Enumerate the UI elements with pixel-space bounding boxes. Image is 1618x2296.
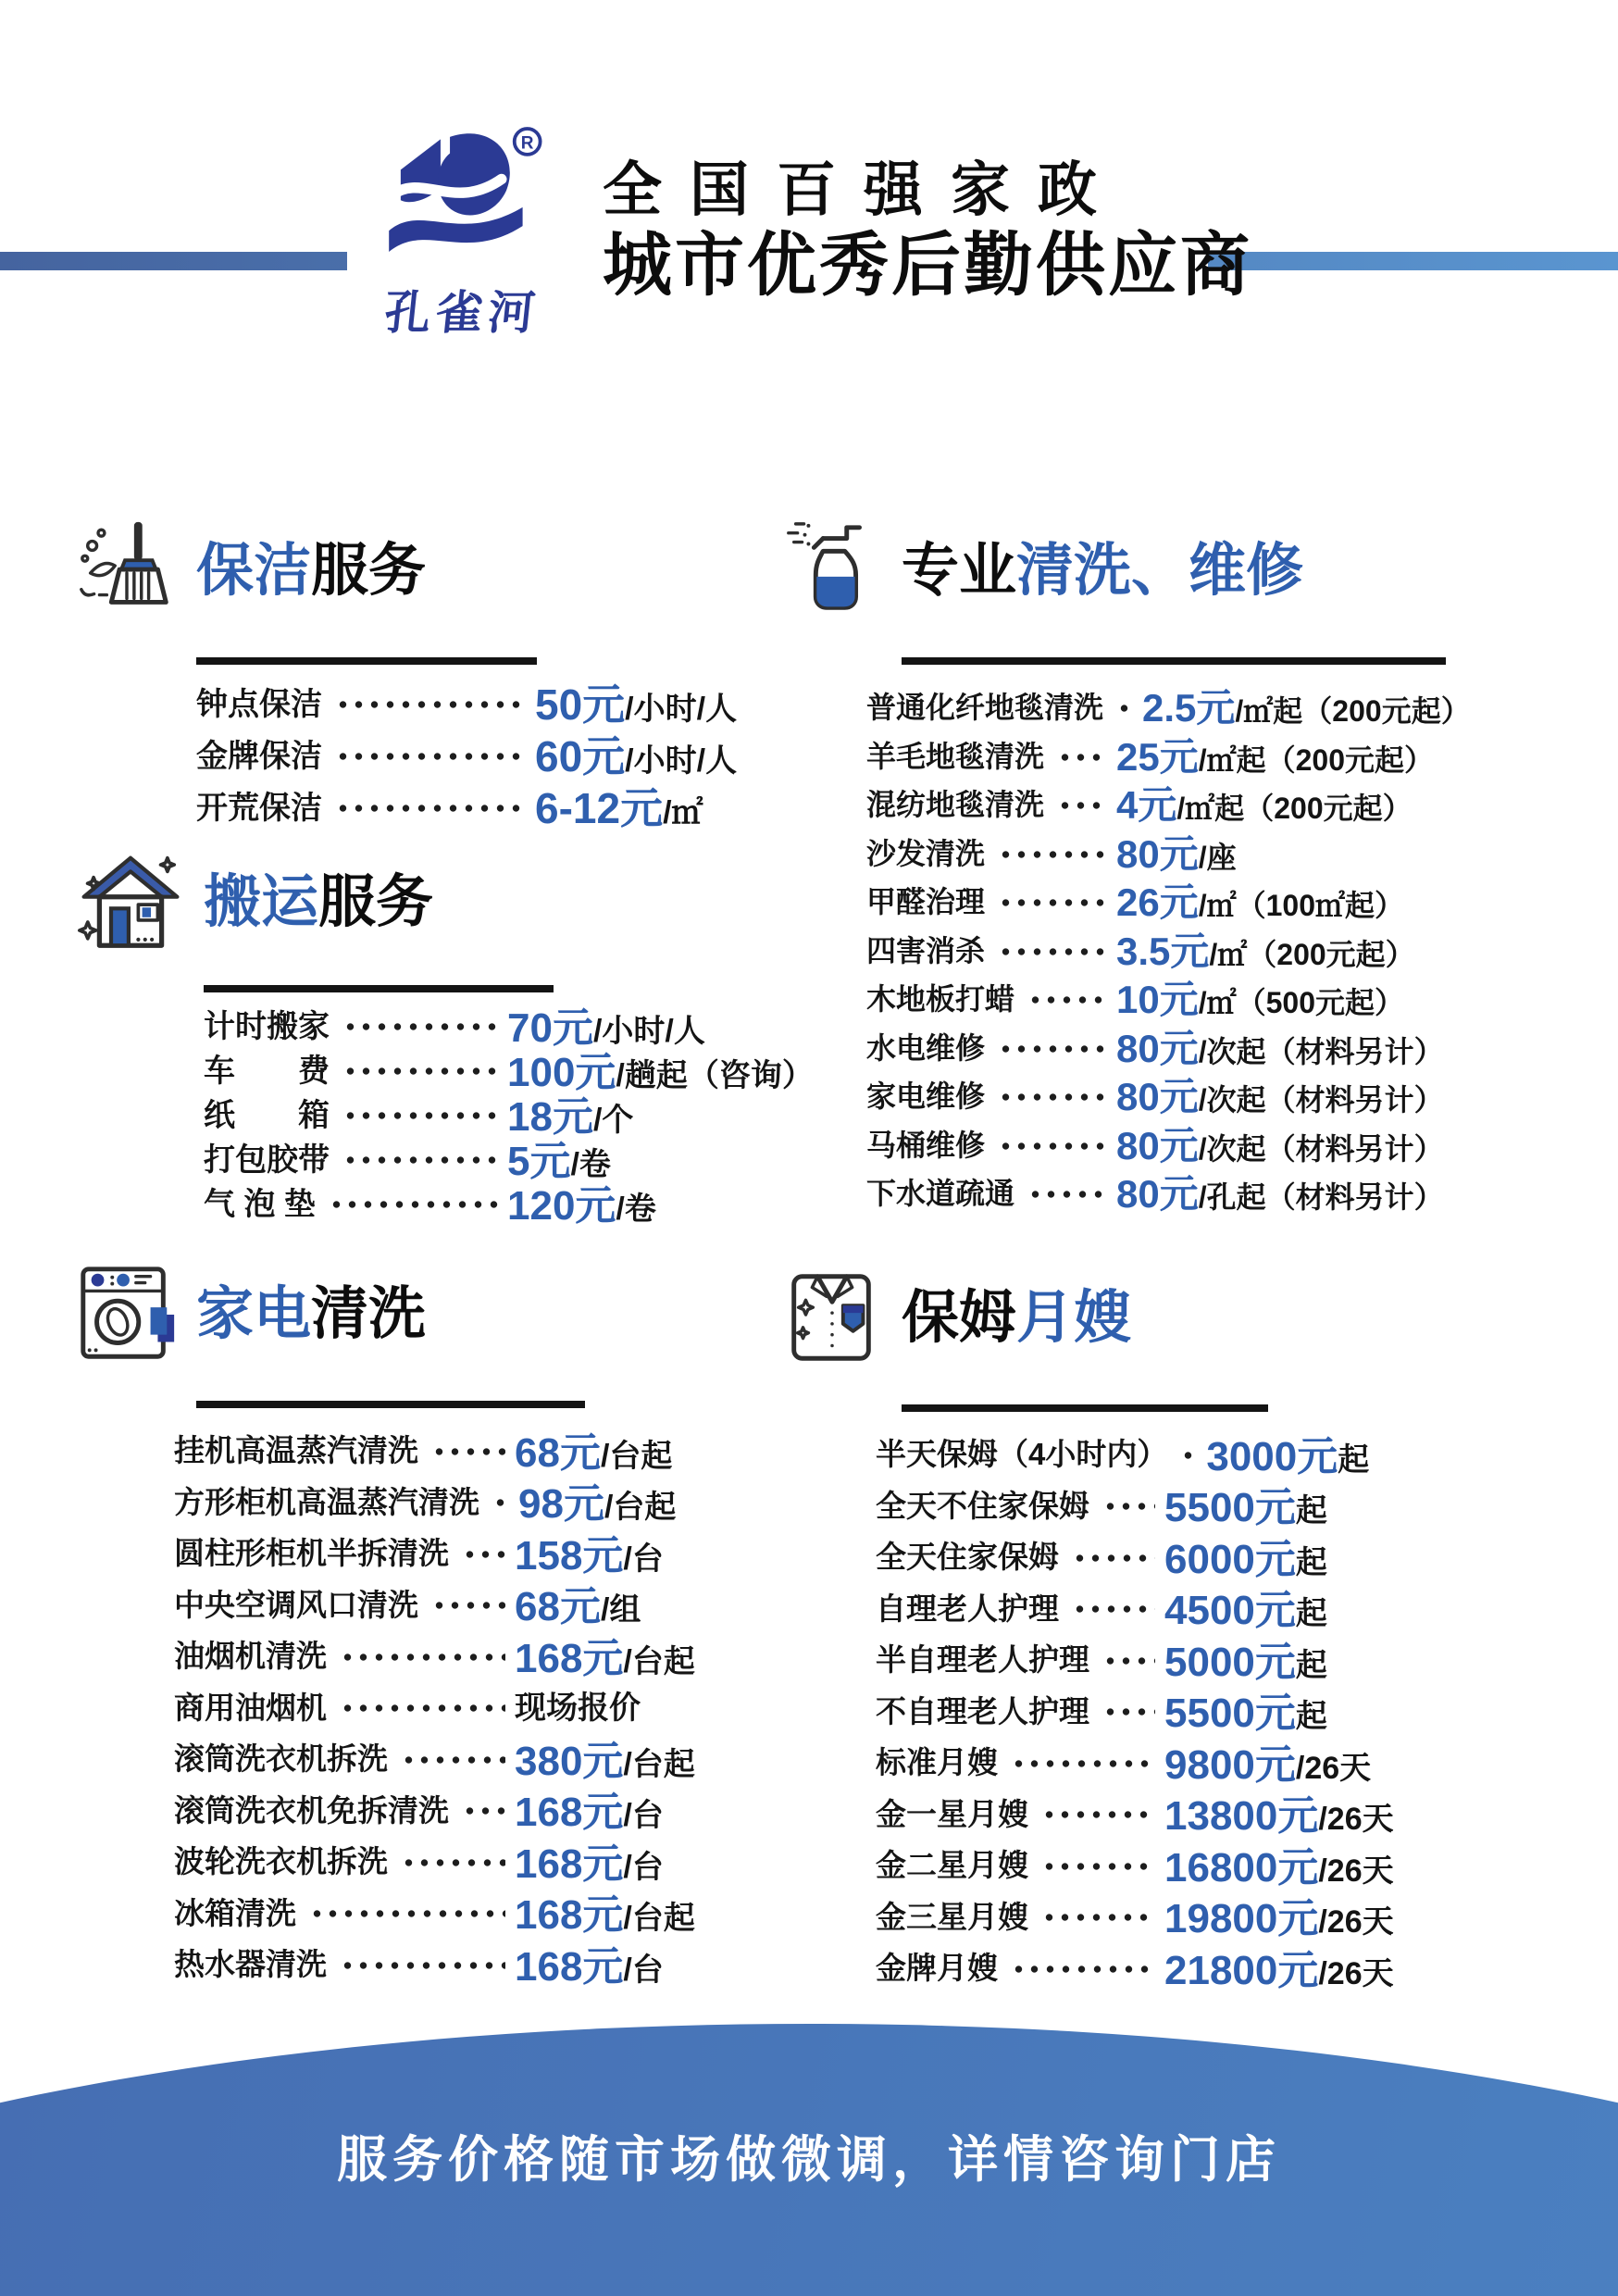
price-value: 25元 bbox=[1116, 734, 1199, 779]
price-group bbox=[1116, 1018, 1529, 1074]
price-row bbox=[174, 1834, 735, 1886]
price-row bbox=[876, 1427, 1470, 1479]
dotted-leader bbox=[335, 701, 526, 708]
price-group bbox=[1164, 1731, 1470, 1791]
price-value: 4元 bbox=[1116, 783, 1177, 828]
dotted-leader bbox=[1102, 1708, 1155, 1716]
price-group bbox=[1116, 872, 1529, 928]
price-group bbox=[515, 1728, 735, 1787]
price-row bbox=[174, 1474, 735, 1526]
price-unit: /次起（材料另计） bbox=[1198, 1083, 1444, 1117]
service-label: 滚筒洗衣机免拆清洗 bbox=[174, 1792, 449, 1828]
washing-machine-icon bbox=[72, 1260, 181, 1369]
service-label: 钟点保洁 bbox=[196, 687, 322, 723]
price-row bbox=[876, 1529, 1470, 1581]
header bbox=[347, 113, 1253, 356]
service-label: 圆柱形柜机半拆清洗 bbox=[174, 1536, 449, 1571]
section-title-part: 保洁 bbox=[196, 539, 312, 604]
price-value: 6000元 bbox=[1164, 1536, 1296, 1582]
price-row bbox=[174, 1731, 735, 1783]
price-row bbox=[866, 730, 1529, 779]
price-row bbox=[866, 1167, 1529, 1217]
price-unit: /次起（材料另计） bbox=[1198, 1034, 1444, 1068]
service-label: 金牌保洁 bbox=[196, 739, 322, 775]
spray-bottle-icon bbox=[778, 517, 887, 626]
dotted-leader bbox=[1041, 1863, 1155, 1870]
section-title bbox=[902, 1286, 1132, 1351]
price-value: 158元 bbox=[515, 1532, 624, 1578]
dotted-leader bbox=[1072, 1605, 1155, 1613]
service-label: 半天保姆（4小时内） bbox=[876, 1437, 1168, 1472]
price-row bbox=[174, 1937, 735, 1989]
price-group bbox=[1116, 969, 1529, 1025]
service-label: 金一星月嫂 bbox=[876, 1796, 1028, 1831]
service-label: 羊毛地毯清洗 bbox=[866, 739, 1045, 773]
service-label: 波轮洗衣机拆洗 bbox=[174, 1844, 388, 1879]
price-unit: /台起 bbox=[623, 1901, 695, 1937]
service-label: 车 费 bbox=[204, 1054, 330, 1090]
price-value: 100元 bbox=[507, 1049, 616, 1095]
service-label: 金三星月嫂 bbox=[876, 1899, 1028, 1934]
price-value: 4500元 bbox=[1164, 1588, 1296, 1634]
price-row bbox=[174, 1628, 735, 1680]
dotted-leader bbox=[998, 1045, 1107, 1053]
dotted-leader bbox=[1057, 802, 1107, 809]
price-unit: /小时/人 bbox=[592, 1013, 705, 1049]
service-label: 不自理老人护理 bbox=[876, 1693, 1089, 1728]
section-nanny-maternity bbox=[778, 1242, 1481, 1991]
house-icon bbox=[72, 844, 189, 961]
price-group bbox=[515, 1778, 735, 1838]
price-row bbox=[174, 1526, 735, 1578]
price-unit: /26天 bbox=[1318, 1802, 1394, 1838]
price-unit: 起 bbox=[1295, 1544, 1327, 1580]
price-unit: /个 bbox=[592, 1102, 634, 1138]
price-group bbox=[1116, 727, 1529, 782]
price-unit: /㎡起（200元起） bbox=[1198, 742, 1435, 777]
service-label: 中央空调风口清洗 bbox=[174, 1587, 418, 1622]
price-value: 168元 bbox=[515, 1892, 624, 1939]
price-value: 98元 bbox=[518, 1481, 604, 1528]
dotted-leader bbox=[1180, 1452, 1197, 1459]
price-row bbox=[866, 1021, 1529, 1070]
service-label: 四害消杀 bbox=[866, 933, 986, 967]
dotted-leader bbox=[1011, 1965, 1155, 1973]
section-head bbox=[72, 1239, 776, 1391]
price-value: 2.5元 bbox=[1142, 686, 1236, 730]
price-value: 60元 bbox=[535, 731, 626, 780]
service-label: 普通化纤地毯清洗 bbox=[866, 691, 1104, 725]
service-label: 冰箱清洗 bbox=[174, 1895, 296, 1930]
price-row bbox=[866, 924, 1529, 973]
price-row bbox=[876, 1683, 1470, 1735]
service-label: 挂机高温蒸汽清洗 bbox=[174, 1433, 418, 1468]
service-label: 半自理老人护理 bbox=[876, 1642, 1089, 1678]
price-unit: 起 bbox=[1295, 1596, 1327, 1632]
service-label: 全天不住家保姆 bbox=[876, 1488, 1089, 1523]
price-row bbox=[174, 1782, 735, 1834]
price-group bbox=[1206, 1423, 1512, 1482]
service-label: 沙发清洗 bbox=[866, 836, 986, 870]
price-row bbox=[196, 728, 768, 780]
price-row bbox=[174, 1679, 735, 1731]
price-row bbox=[866, 876, 1529, 925]
price-unit: /㎡（500元起） bbox=[1198, 986, 1405, 1020]
price-row bbox=[196, 780, 768, 831]
price-unit: /台起 bbox=[600, 1438, 673, 1474]
section-title-part: 清洗 bbox=[311, 1282, 427, 1347]
section-cleaning-services bbox=[72, 495, 738, 832]
dotted-leader bbox=[342, 1156, 498, 1164]
price-group bbox=[515, 1830, 735, 1890]
title-underline bbox=[204, 985, 554, 992]
price-unit: /台起 bbox=[623, 1643, 695, 1679]
price-value: 50元 bbox=[535, 680, 626, 729]
price-value: 6-12元 bbox=[535, 783, 664, 832]
price-row bbox=[174, 1577, 735, 1628]
footer-note: 服务价格随市场做微调，详情咨询门店 bbox=[337, 2132, 1281, 2188]
price-group bbox=[1164, 1885, 1470, 1944]
price-value: 168元 bbox=[515, 1635, 624, 1681]
dotted-leader bbox=[401, 1859, 505, 1866]
price-value: 3000元 bbox=[1206, 1433, 1338, 1479]
price-value: 19800元 bbox=[1164, 1896, 1319, 1942]
price-value: 5元 bbox=[507, 1138, 571, 1184]
service-label: 混纺地毯清洗 bbox=[866, 788, 1045, 822]
dotted-leader bbox=[1102, 1503, 1155, 1510]
price-row bbox=[876, 1889, 1470, 1940]
price-value: 80元 bbox=[1116, 831, 1199, 876]
price-group bbox=[1164, 1834, 1470, 1893]
price-group bbox=[515, 1881, 735, 1940]
price-row bbox=[866, 1118, 1529, 1167]
price-unit: /台起 bbox=[623, 1746, 695, 1782]
service-label: 全天住家保姆 bbox=[876, 1540, 1059, 1575]
service-label: 打包胶带 bbox=[204, 1142, 330, 1179]
price-group bbox=[1164, 1474, 1470, 1533]
service-label: 家电维修 bbox=[866, 1079, 986, 1114]
price-row bbox=[876, 1580, 1470, 1632]
service-label: 自理老人护理 bbox=[876, 1591, 1059, 1626]
price-row bbox=[876, 1735, 1470, 1787]
price-group bbox=[1116, 775, 1529, 830]
price-value: 168元 bbox=[515, 1790, 624, 1836]
section-title bbox=[196, 1282, 427, 1347]
price-unit: /㎡（200元起） bbox=[1209, 937, 1415, 971]
price-row bbox=[876, 1940, 1470, 1992]
price-row bbox=[196, 676, 768, 728]
price-group bbox=[1164, 1628, 1470, 1688]
dotted-leader bbox=[492, 1499, 509, 1506]
price-value: 80元 bbox=[1116, 1026, 1199, 1070]
service-label: 马桶维修 bbox=[866, 1128, 986, 1162]
section-moving-services bbox=[72, 827, 814, 1229]
dotted-leader bbox=[998, 1093, 1107, 1101]
price-group bbox=[515, 1522, 735, 1581]
price-value: 80元 bbox=[1116, 1123, 1199, 1167]
price-unit: /卷 bbox=[616, 1191, 656, 1227]
service-label: 热水器清洗 bbox=[174, 1947, 327, 1982]
price-group bbox=[515, 1682, 735, 1728]
title-underline bbox=[196, 1401, 585, 1408]
price-unit: 起 bbox=[1295, 1647, 1327, 1683]
service-label: 金二星月嫂 bbox=[876, 1848, 1028, 1883]
price-value: 5500元 bbox=[1164, 1691, 1296, 1737]
section-head bbox=[778, 1242, 1481, 1395]
dotted-leader bbox=[1041, 1914, 1155, 1921]
price-group bbox=[1164, 1782, 1470, 1841]
service-label: 滚筒洗衣机拆洗 bbox=[174, 1741, 388, 1777]
price-value: 5000元 bbox=[1164, 1639, 1296, 1685]
price-group bbox=[515, 1625, 735, 1684]
price-row bbox=[876, 1478, 1470, 1529]
section-head bbox=[72, 827, 739, 980]
shirt-icon bbox=[778, 1264, 887, 1373]
dotted-leader bbox=[1057, 754, 1107, 761]
price-rows bbox=[174, 1423, 735, 1989]
price-row bbox=[866, 681, 1529, 730]
title-underline bbox=[902, 1404, 1268, 1412]
dotted-leader bbox=[340, 1962, 505, 1969]
price-unit: /台 bbox=[623, 1798, 664, 1834]
price-group bbox=[1116, 921, 1529, 977]
price-value: 9800元 bbox=[1164, 1741, 1296, 1788]
section-title-part: 月嫂 bbox=[1016, 1286, 1132, 1351]
header-title-line1: 全国百强家政 bbox=[603, 156, 1125, 223]
section-title-part: 服务 bbox=[311, 539, 427, 604]
dotted-leader bbox=[342, 1023, 498, 1030]
price-unit: /㎡起（200元起） bbox=[1235, 694, 1471, 729]
brand-name: 孔雀河 bbox=[381, 287, 543, 339]
price-group bbox=[507, 1172, 778, 1231]
dotted-leader bbox=[431, 1602, 505, 1609]
price-unit: /座 bbox=[1198, 840, 1237, 874]
dotted-leader bbox=[462, 1807, 505, 1815]
section-title-part: 专业 bbox=[902, 539, 1017, 604]
section-professional-cleaning-repair bbox=[778, 495, 1537, 1216]
dotted-leader bbox=[335, 753, 526, 760]
price-row bbox=[866, 827, 1529, 876]
dotted-leader bbox=[329, 1201, 498, 1208]
dotted-leader bbox=[1102, 1657, 1155, 1665]
section-head bbox=[72, 495, 720, 648]
price-row bbox=[866, 1070, 1529, 1119]
dotted-leader bbox=[309, 1910, 505, 1917]
service-label: 木地板打蜡 bbox=[866, 982, 1015, 1017]
price-unit: /组 bbox=[600, 1592, 641, 1628]
dotted-leader bbox=[431, 1448, 505, 1455]
price-unit: /次起（材料另计） bbox=[1198, 1131, 1444, 1166]
price-row bbox=[876, 1786, 1470, 1838]
section-title bbox=[196, 539, 427, 604]
price-group bbox=[515, 1933, 735, 1992]
price-value: 21800元 bbox=[1164, 1947, 1319, 1993]
service-label: 水电维修 bbox=[866, 1030, 986, 1065]
price-unit: 现场报价 bbox=[515, 1691, 641, 1727]
price-row bbox=[876, 1838, 1470, 1890]
price-unit: /小时/人 bbox=[625, 742, 738, 779]
title-underline bbox=[196, 657, 537, 665]
registered-mark: R bbox=[520, 133, 534, 154]
price-unit: /小时/人 bbox=[625, 691, 738, 727]
price-row bbox=[876, 1632, 1470, 1684]
dotted-leader bbox=[1027, 1191, 1107, 1198]
dotted-leader bbox=[401, 1756, 505, 1764]
peacock-river-logo-icon bbox=[375, 122, 551, 276]
price-value: 168元 bbox=[515, 1841, 624, 1887]
price-row bbox=[866, 779, 1529, 828]
dotted-leader bbox=[1011, 1760, 1155, 1767]
price-value: 168元 bbox=[515, 1943, 624, 1990]
price-group bbox=[1142, 678, 1555, 733]
price-value: 16800元 bbox=[1164, 1844, 1319, 1890]
dotted-leader bbox=[998, 948, 1107, 955]
price-unit: /台起 bbox=[604, 1490, 677, 1526]
price-unit: /卷 bbox=[570, 1146, 611, 1182]
header-titles bbox=[603, 113, 1252, 304]
price-row bbox=[204, 1179, 778, 1229]
service-label: 甲醛治理 bbox=[866, 885, 986, 919]
dotted-leader bbox=[998, 899, 1107, 906]
price-value: 13800元 bbox=[1164, 1793, 1319, 1840]
header-title-line2: 城市优秀后勤供应商 bbox=[603, 226, 1253, 305]
service-label: 方形柜机高温蒸汽清洗 bbox=[174, 1484, 479, 1519]
dotted-leader bbox=[1072, 1554, 1155, 1562]
price-unit: /26天 bbox=[1295, 1750, 1372, 1786]
dotted-leader bbox=[1116, 705, 1133, 712]
price-group bbox=[515, 1419, 735, 1479]
price-unit: /台 bbox=[623, 1541, 664, 1577]
price-value: 80元 bbox=[1116, 1075, 1199, 1119]
service-label: 油烟机清洗 bbox=[174, 1639, 327, 1674]
dotted-leader bbox=[1041, 1811, 1155, 1818]
price-group bbox=[518, 1470, 739, 1529]
price-group bbox=[515, 1573, 735, 1632]
price-unit: /趟起（咨询） bbox=[616, 1057, 814, 1093]
service-label: 下水道疏通 bbox=[866, 1177, 1015, 1211]
service-label: 金牌月嫂 bbox=[876, 1951, 998, 1986]
section-title-part: 搬运 bbox=[204, 870, 319, 935]
price-group bbox=[1164, 1577, 1470, 1636]
price-group bbox=[1164, 1937, 1470, 1996]
price-group bbox=[1116, 1116, 1529, 1171]
price-value: 5500元 bbox=[1164, 1485, 1296, 1531]
service-label: 计时搬家 bbox=[204, 1009, 330, 1045]
service-label: 纸 箱 bbox=[204, 1098, 330, 1134]
service-label: 标准月嫂 bbox=[876, 1745, 998, 1780]
dotted-leader bbox=[462, 1551, 505, 1558]
price-value: 380元 bbox=[515, 1738, 624, 1784]
price-group bbox=[1164, 1526, 1470, 1585]
section-title-part: 保姆 bbox=[902, 1286, 1017, 1351]
section-title bbox=[204, 870, 434, 935]
dotted-leader bbox=[1027, 996, 1107, 1004]
price-value: 68元 bbox=[515, 1429, 601, 1476]
section-title bbox=[902, 539, 1304, 604]
price-unit: /台 bbox=[623, 1952, 664, 1988]
dotted-leader bbox=[342, 1067, 498, 1075]
price-row bbox=[174, 1423, 735, 1475]
title-underline bbox=[902, 657, 1446, 665]
dotted-leader bbox=[340, 1653, 505, 1661]
price-unit: 起 bbox=[1338, 1441, 1370, 1478]
dotted-leader bbox=[335, 805, 526, 812]
price-unit: /孔起（材料另计） bbox=[1198, 1180, 1444, 1215]
price-group bbox=[1116, 824, 1529, 880]
dotted-leader bbox=[340, 1704, 505, 1712]
section-appliance-cleaning bbox=[72, 1239, 776, 1988]
price-unit: /㎡ bbox=[663, 794, 703, 830]
price-unit: /㎡（100㎡起） bbox=[1198, 889, 1405, 923]
price-value: 18元 bbox=[507, 1093, 593, 1140]
price-unit: /台 bbox=[623, 1849, 664, 1885]
section-title-part: 服务 bbox=[318, 870, 434, 935]
price-group bbox=[1116, 1164, 1529, 1219]
price-rows bbox=[204, 1002, 814, 1229]
brand-logo-block bbox=[347, 113, 579, 343]
price-group bbox=[1164, 1679, 1470, 1739]
dotted-leader bbox=[342, 1112, 498, 1119]
broom-icon bbox=[72, 517, 181, 626]
dotted-leader bbox=[998, 1142, 1107, 1150]
section-head bbox=[778, 495, 1537, 648]
price-rows bbox=[196, 676, 768, 831]
price-value: 120元 bbox=[507, 1182, 616, 1229]
service-label: 商用油烟机 bbox=[174, 1690, 327, 1725]
price-value: 10元 bbox=[1116, 978, 1199, 1022]
price-group bbox=[1116, 1067, 1529, 1122]
price-value: 3.5元 bbox=[1116, 929, 1210, 973]
price-unit: /26天 bbox=[1318, 1853, 1394, 1889]
price-rows bbox=[876, 1427, 1470, 1992]
price-value: 70元 bbox=[507, 1004, 593, 1051]
dotted-leader bbox=[998, 851, 1107, 858]
service-label: 开荒保洁 bbox=[196, 791, 322, 827]
price-unit: 起 bbox=[1295, 1699, 1327, 1735]
price-row bbox=[866, 973, 1529, 1022]
price-unit: /26天 bbox=[1318, 1904, 1394, 1940]
price-value: 80元 bbox=[1116, 1172, 1199, 1217]
price-value: 68元 bbox=[515, 1584, 601, 1630]
section-title-part: 清洗、维修 bbox=[1016, 539, 1304, 604]
price-value: 26元 bbox=[1116, 880, 1199, 925]
price-unit: 起 bbox=[1295, 1493, 1327, 1529]
price-row bbox=[174, 1885, 735, 1937]
service-label: 气 泡 垫 bbox=[204, 1187, 316, 1223]
price-unit: /㎡起（200元起） bbox=[1176, 792, 1413, 826]
price-unit: /26天 bbox=[1318, 1955, 1394, 1991]
price-rows bbox=[866, 681, 1529, 1217]
section-title-part: 家电 bbox=[196, 1282, 312, 1347]
